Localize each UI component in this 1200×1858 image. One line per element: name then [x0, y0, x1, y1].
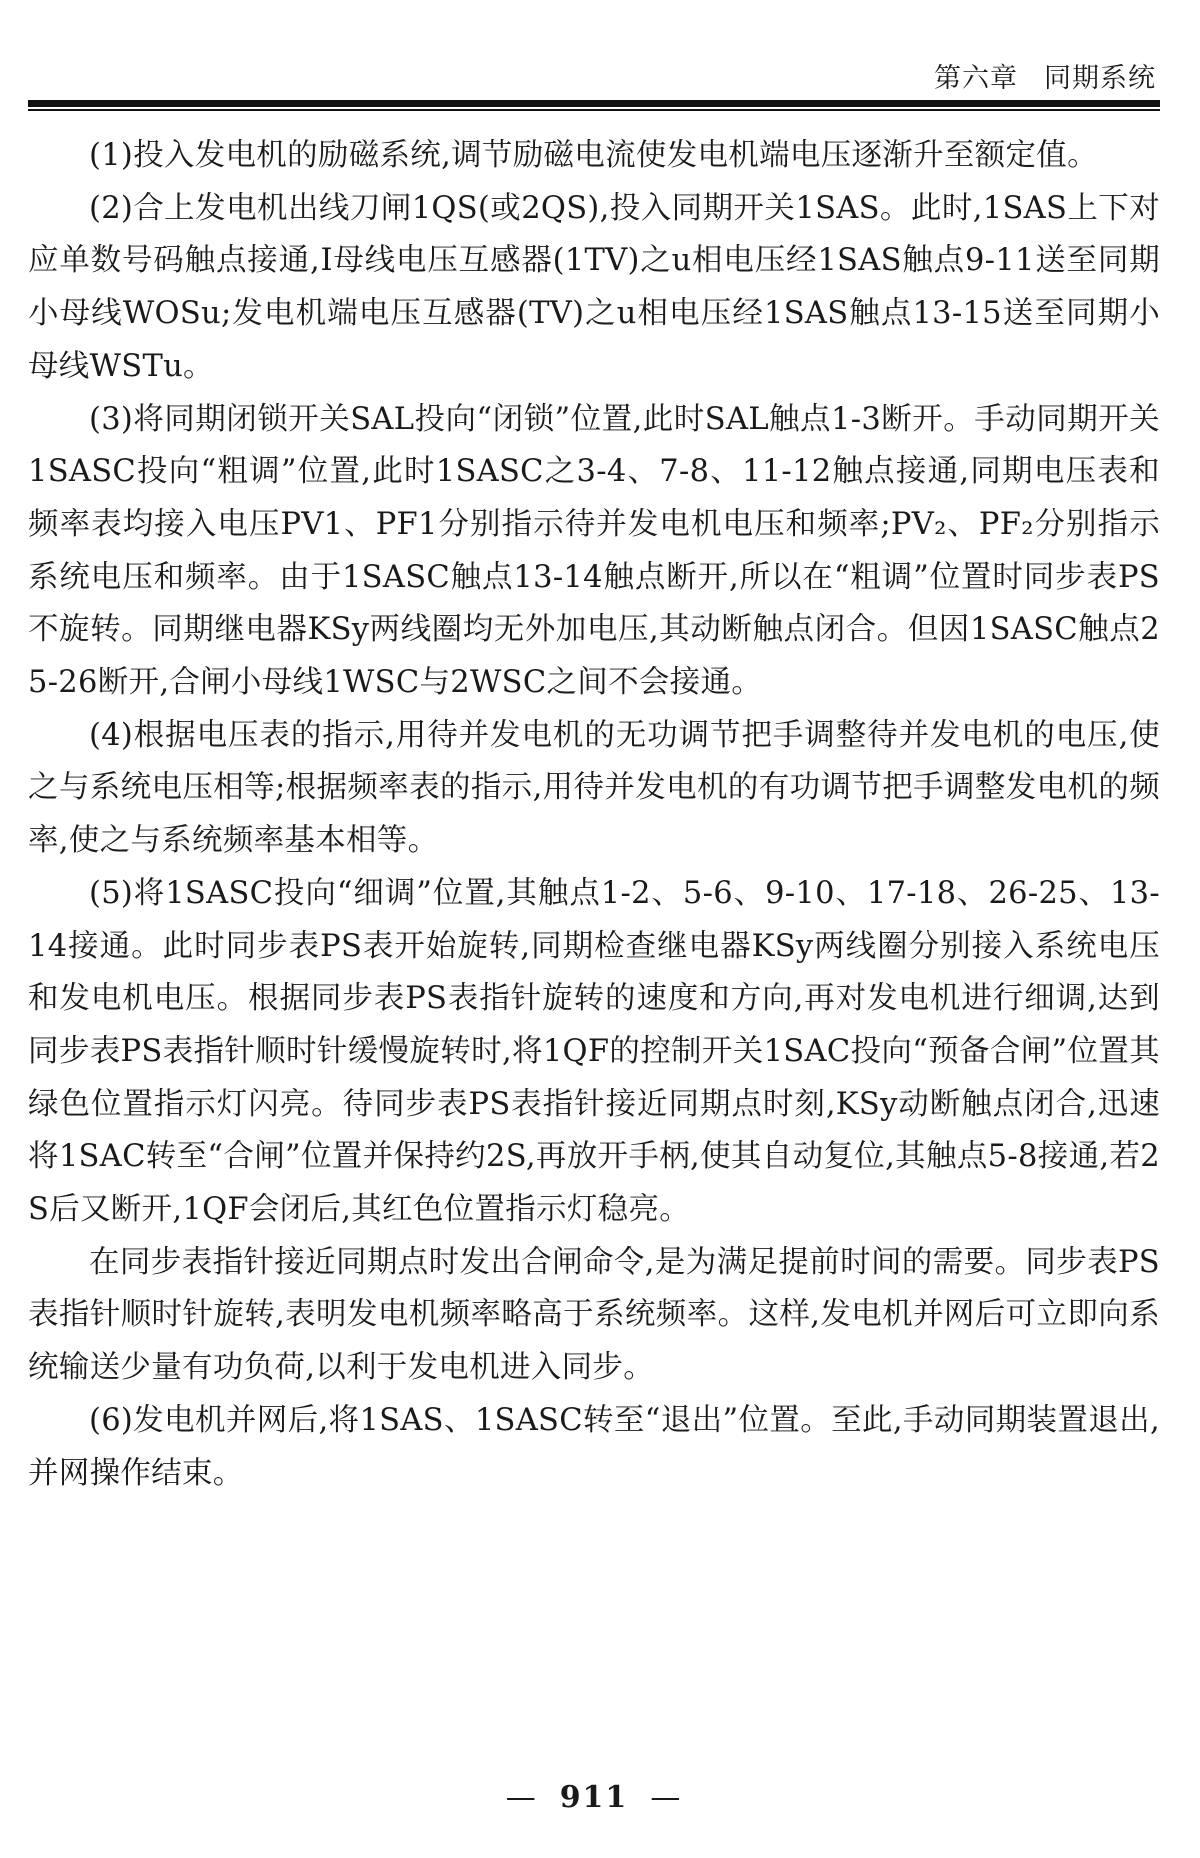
chapter-number: 第六章	[934, 63, 1018, 94]
running-header	[934, 56, 1156, 95]
header-rule-thin	[28, 109, 1160, 111]
paragraph-step-4: (4)根据电压表的指示,用待并发电机的无功调节把手调整待并发电机的电压,使之与系统电压相等;根据频率表的指示,用待并发电机的有功调节把手调整发电机的频率,使之与系统频率基本相等。	[28, 717, 1160, 859]
body-text	[28, 130, 1160, 1500]
header-rule-thick	[28, 100, 1160, 107]
chapter-title: 同期系统	[1044, 63, 1156, 94]
paragraph-step-1: (1)投入发电机的励磁系统,调节励磁电流使发电机端电压逐渐升至额定值。	[89, 138, 1098, 173]
footer-dash-right: —	[650, 1780, 683, 1815]
book-page	[28, 0, 1160, 1858]
paragraph-step-6: (6)发电机并网后,将1SAS、1SASC转至“退出”位置。至此,手动同期装置退出,并网操作结束。	[28, 1402, 1160, 1491]
paragraph-step-5: (5)将1SASC投向“细调”位置,其触点1-2、5-6、9-10、17-18、26-25、13-14接通。此时同步表PS表开始旋转,同期检查继电器KSy两线圈分别接入系统电压和发电机电压。根据同步表PS表指针旋转的速度和方向,再对发电机进行细调,达到同步表PS表指针顺时针缓慢旋转时,将1QF的控制开关1SAC投向“预备合闸”位置其绿色位置指示灯闪亮。待同步表PS表指针接近同期点时刻,KSy动断触点闭合,迅速将1SAC转至“合闸”位置并保持约2S,再放开手柄,使其自动复位,其触点5-8接通,若2S后又断开,1QF会闭后,其红色位置指示灯稳亮。	[28, 875, 1160, 1228]
footer-dash-left: —	[505, 1780, 538, 1815]
paragraph-note: 在同步表指针接近同期点时发出合闸命令,是为满足提前时间的需要。同步表PS表指针顺时针旋转,表明发电机频率略高于系统频率。这样,发电机并网后可立即向系统输送少量有功负荷,以利于发电机进入同步。	[28, 1244, 1160, 1386]
paragraph-step-3: (3)将同期闭锁开关SAL投向“闭锁”位置,此时SAL触点1-3断开。手动同期开关1SASC投向“粗调”位置,此时1SASC之3-4、7-8、11-12触点接通,同期电压表和频率表均接入电压PV1、PF1分别指示待并发电机电压和频率;PV₂、PF₂分别指示系统电压和频率。由于1SASC触点13-14触点断开,所以在“粗调”位置时同步表PS不旋转。同期继电器KSy两线圈均无外加电压,其动断触点闭合。但因1SASC触点25-26断开,合闸小母线1WSC与2WSC之间不会接通。	[28, 401, 1160, 701]
paragraph-step-2: (2)合上发电机出线刀闸1QS(或2QS),投入同期开关1SAS。此时,1SAS上下对应单数号码触点接通,Ⅰ母线电压互感器(1TV)之u相电压经1SAS触点9-11送至同期小母线WOSu;发电机端电压互感器(TV)之u相电压经1SAS触点13-15送至同期小母线WSTu。	[28, 190, 1160, 384]
page-number: 911	[559, 1780, 629, 1815]
page-footer	[28, 1780, 1160, 1815]
